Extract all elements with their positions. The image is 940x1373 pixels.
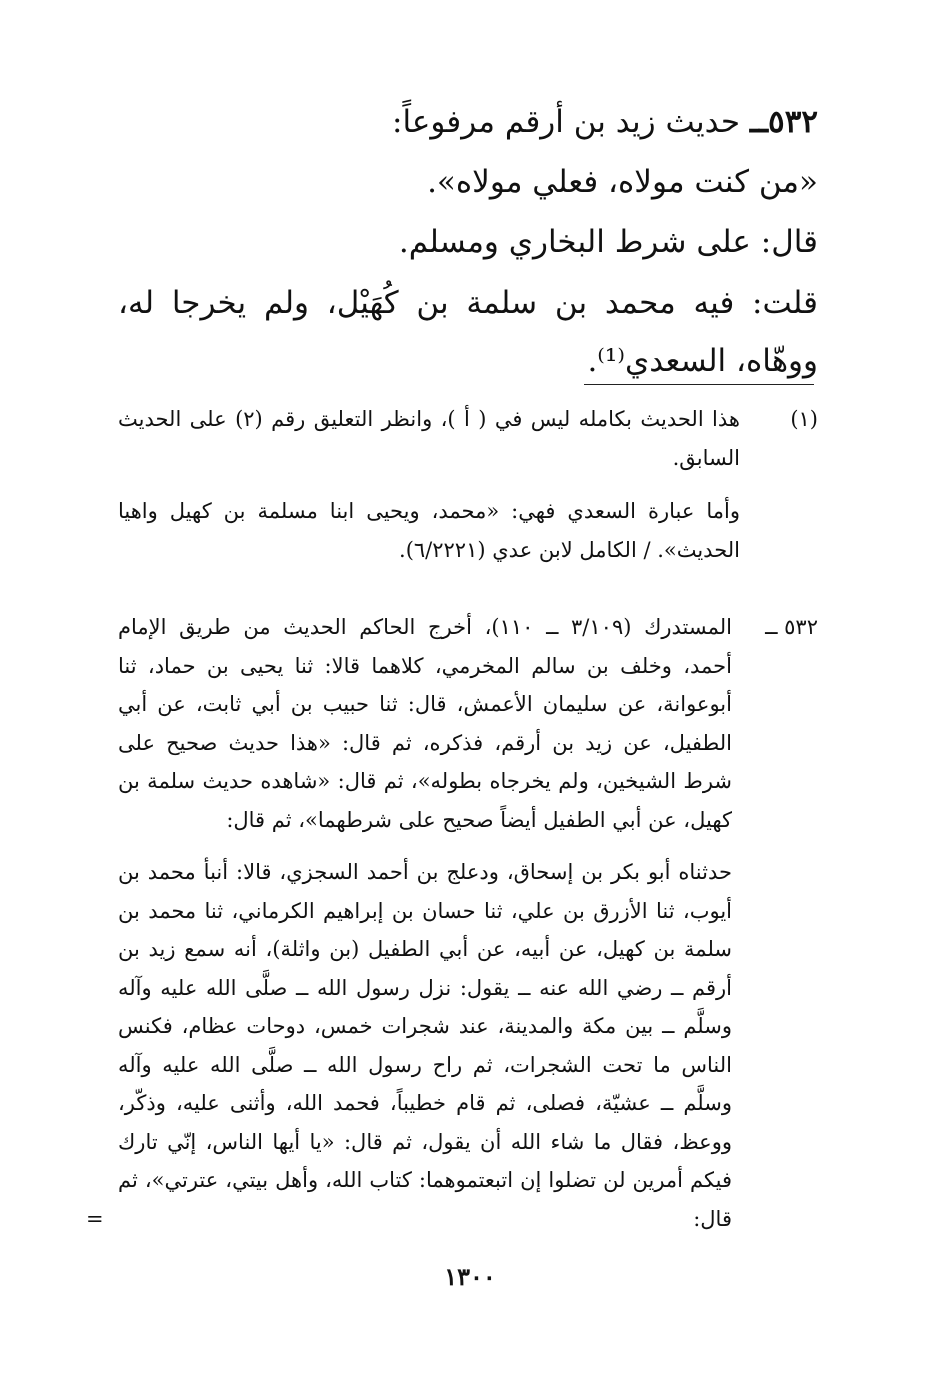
continuation-mark: =	[86, 1206, 104, 1231]
footnote-text: هذا الحديث بكامله ليس في ( أ )، وانظر التعليق رقم (٢) على الحديث السابق.	[118, 407, 740, 470]
takhrij-text-2: حدثناه أبو بكر بن إسحاق، ودعلج بن أحمد السجزي، قالا: أنبأ محمد بن أيوب، ثنا الأزرق بن علي، ثنا حسان بن إبراهيم الكرماني، ثنا محمد بن سلمة بن كهيل، عن أبيه، عن أبي الطفيل (بن واثلة)، أنه سمع زيد بن أرقم ــ رضي الله عنه ــ يقول: نزل رسول الله ــ صلَّى الله عليه وآله وسلَّم ــ بين مكة والمدينة، عند شجرات خمس، دوحات عظام، فكنس الناس ما تحت الشجرات، ثم راح رسول الله ــ صلَّى الله عليه وآله وسلَّم ــ عشيّة، فصلى، ثم قام خطيباً، فحمد الله، وأثنى عليه، وذكّر، ووعظ، فقال ما شاء الله أن يقول، ثم قال: «يا أيها الناس، إنّي تارك فيكم أمرين لن تضلوا إن اتبعتموهما: كتاب الله، وأهل بيتي، عترتي»، ثم قال:	[118, 860, 732, 1231]
takhrij-number: ٥٣٢ ــ	[765, 615, 818, 639]
hadith-main-block	[118, 92, 818, 390]
footnote-continuation: وأما عبارة السعدي فهي: «محمد، ويحيى ابنا مسلمة بن كهيل واهيا الحديث». / الكامل لابن عدي (٦/٢٢٢١).	[118, 499, 740, 562]
hadith-number: ٥٣٢ــ	[749, 104, 818, 140]
footnote-1	[118, 400, 818, 478]
takhrij-paragraph-1	[118, 608, 818, 839]
page-number: ١٣٠٠	[444, 1262, 496, 1291]
hadith-heading: حديث زيد بن أرقم مرفوعاً:	[392, 104, 741, 140]
takhrij-paragraph-2	[86, 853, 818, 1238]
hadith-grading: قال: على شرط البخاري ومسلم.	[398, 224, 818, 260]
footnote-separator	[584, 384, 814, 385]
takhrij-text-1: المستدرك (٣/١٠٩ ــ ١١٠)، أخرج الحاكم الحديث من طريق الإمام أحمد، وخلف بن سالم المخرمي، كلاهما قالا: ثنا يحيى بن حماد، ثنا أبوعوانة، عن سليمان الأعمش، قال: ثنا حبيب بن أبي ثابت، عن أبي الطفيل، عن زيد بن أرقم، فذكره، ثم قال: «هذا حديث صحيح على شرط الشيخين، ولم يخرجاه بطوله»، ثم قال: «شاهده حديث سلمة بن كهيل، عن أبي الطفيل أيضاً صحيح على شرطهما»، ثم قال:	[118, 615, 732, 832]
hadith-heading-line	[118, 92, 818, 152]
hadith-quote: «من كنت مولاه، فعلي مولاه».	[427, 164, 818, 200]
takhrij-block	[86, 608, 818, 1238]
footnotes-block	[118, 400, 818, 570]
footnote-marker: (١)	[790, 407, 818, 431]
hadith-critique: قلت: فيه محمد بن سلمة بن كُهَيْل، ولم يخرجا له، ووهّاه، السعدي⁽¹⁾.	[118, 285, 818, 379]
